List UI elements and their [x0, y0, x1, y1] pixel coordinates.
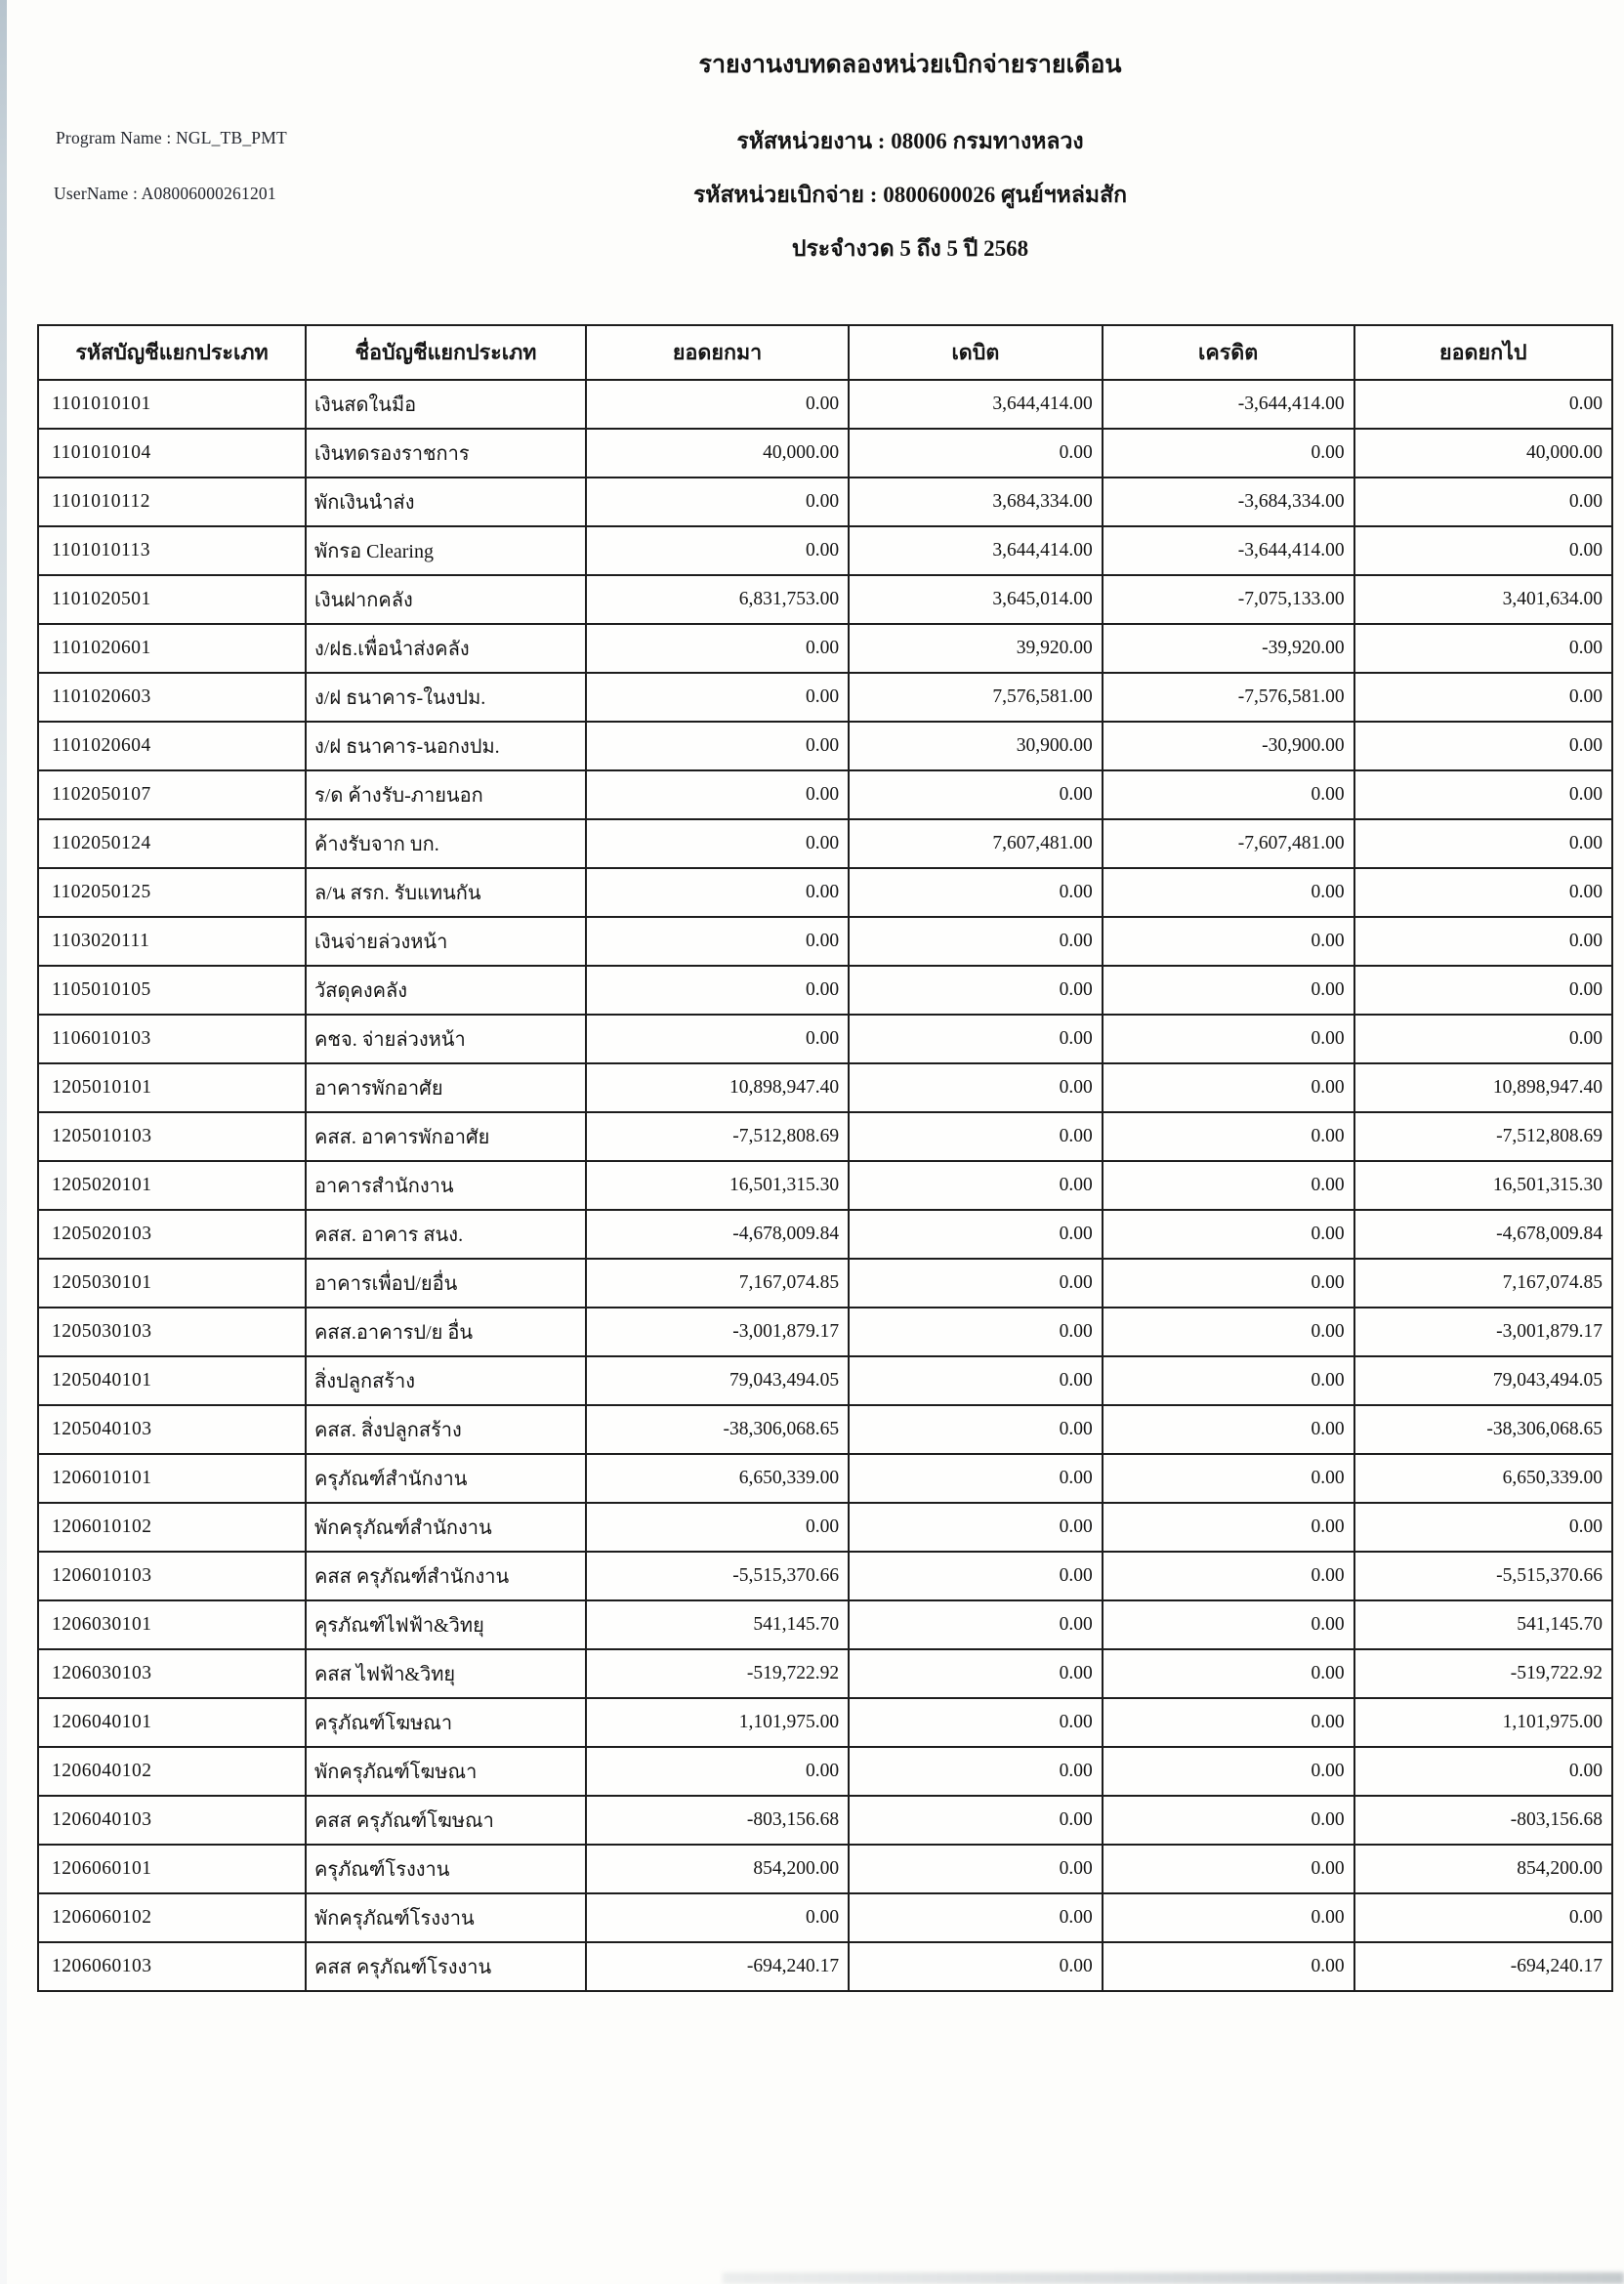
report-title: รายงานงบทดลองหน่วยเบิกจ่ายรายเดือน	[698, 52, 1122, 78]
column-header: ยอดยกมา	[586, 325, 849, 380]
balance-brought-forward-cell: 854,200.00	[586, 1845, 849, 1893]
credit-cell: 0.00	[1103, 429, 1354, 478]
balance-brought-forward-cell: 16,501,315.30	[586, 1161, 849, 1210]
account-code-cell: 1206040101	[38, 1698, 306, 1747]
account-code-cell: 1101020603	[38, 673, 306, 722]
credit-cell: 0.00	[1103, 770, 1354, 819]
account-code-cell: 1206060102	[38, 1893, 306, 1942]
balance-carried-forward-cell: 0.00	[1354, 819, 1612, 868]
account-name-cell: เงินสดในมือ	[306, 380, 586, 429]
account-name-cell: คสส.อาคารป/ย อื่น	[306, 1308, 586, 1356]
account-name-cell: พักครุภัณฑ์โรงงาน	[306, 1893, 586, 1942]
credit-cell: 0.00	[1103, 1210, 1354, 1259]
column-header: รหัสบัญชีแยกประเภท	[38, 325, 306, 380]
credit-cell: -3,644,414.00	[1103, 526, 1354, 575]
balance-brought-forward-cell: 541,145.70	[586, 1600, 849, 1649]
balance-carried-forward-cell: -3,001,879.17	[1354, 1308, 1612, 1356]
credit-cell: 0.00	[1103, 1698, 1354, 1747]
table-row	[38, 1503, 1612, 1552]
table-row	[38, 1747, 1612, 1796]
balance-carried-forward-cell: -4,678,009.84	[1354, 1210, 1612, 1259]
account-code-cell: 1102050124	[38, 819, 306, 868]
balance-brought-forward-cell: 0.00	[586, 1747, 849, 1796]
debit-cell: 0.00	[849, 1259, 1103, 1308]
table-row	[38, 1796, 1612, 1845]
debit-cell: 0.00	[849, 1063, 1103, 1112]
table-row	[38, 1893, 1612, 1942]
balance-brought-forward-cell: -4,678,009.84	[586, 1210, 849, 1259]
account-code-cell: 1205030103	[38, 1308, 306, 1356]
credit-cell: -30,900.00	[1103, 722, 1354, 770]
table-row	[38, 1454, 1612, 1503]
balance-brought-forward-cell: 0.00	[586, 868, 849, 917]
account-code-cell: 1101020501	[38, 575, 306, 624]
balance-carried-forward-cell: 541,145.70	[1354, 1600, 1612, 1649]
credit-cell: 0.00	[1103, 1503, 1354, 1552]
balance-brought-forward-cell: 0.00	[586, 380, 849, 429]
debit-cell: 0.00	[849, 868, 1103, 917]
balance-carried-forward-cell: -694,240.17	[1354, 1942, 1612, 1991]
debit-cell: 0.00	[849, 1649, 1103, 1698]
debit-cell: 0.00	[849, 1405, 1103, 1454]
account-name-cell: คุรภัณฑ์ไฟฟ้า&วิทยุ	[306, 1600, 586, 1649]
account-code-cell: 1101010112	[38, 478, 306, 526]
balance-brought-forward-cell: 6,831,753.00	[586, 575, 849, 624]
credit-cell: -39,920.00	[1103, 624, 1354, 673]
table-row	[38, 1210, 1612, 1259]
period-line: ประจำงวด 5 ถึง 5 ปี 2568	[791, 236, 1029, 261]
credit-cell: -7,576,581.00	[1103, 673, 1354, 722]
credit-cell: 0.00	[1103, 1308, 1354, 1356]
debit-cell: 7,576,581.00	[849, 673, 1103, 722]
account-code-cell: 1205020103	[38, 1210, 306, 1259]
balance-brought-forward-cell: 0.00	[586, 770, 849, 819]
disbursement-unit-line: รหัสหน่วยเบิกจ่าย : 0800600026 ศูนย์ฯหล่มสัก	[692, 183, 1128, 207]
account-name-cell: ครุภัณฑ์สำนักงาน	[306, 1454, 586, 1503]
table-row	[38, 673, 1612, 722]
credit-cell: 0.00	[1103, 1161, 1354, 1210]
account-name-cell: ครุภัณฑ์โฆษณา	[306, 1698, 586, 1747]
balance-carried-forward-cell: -5,515,370.66	[1354, 1552, 1612, 1600]
balance-carried-forward-cell: 10,898,947.40	[1354, 1063, 1612, 1112]
balance-carried-forward-cell: 0.00	[1354, 722, 1612, 770]
table-row	[38, 819, 1612, 868]
balance-brought-forward-cell: -7,512,808.69	[586, 1112, 849, 1161]
debit-cell: 0.00	[849, 1893, 1103, 1942]
account-name-cell: พักรอ Clearing	[306, 526, 586, 575]
debit-cell: 0.00	[849, 1161, 1103, 1210]
debit-cell: 7,607,481.00	[849, 819, 1103, 868]
trial-balance-table	[37, 324, 1613, 1992]
balance-carried-forward-cell: 0.00	[1354, 917, 1612, 966]
credit-cell: 0.00	[1103, 1600, 1354, 1649]
table-row	[38, 1356, 1612, 1405]
account-code-cell: 1206030101	[38, 1600, 306, 1649]
debit-cell: 0.00	[849, 1600, 1103, 1649]
table-row	[38, 1112, 1612, 1161]
balance-carried-forward-cell: 6,650,339.00	[1354, 1454, 1612, 1503]
table-row	[38, 1698, 1612, 1747]
account-name-cell: สิ่งปลูกสร้าง	[306, 1356, 586, 1405]
account-code-cell: 1102050125	[38, 868, 306, 917]
account-name-cell: ง/ฝธ.เพื่อนำส่งคลัง	[306, 624, 586, 673]
balance-carried-forward-cell: 0.00	[1354, 1747, 1612, 1796]
balance-carried-forward-cell: 0.00	[1354, 966, 1612, 1015]
account-code-cell: 1205010103	[38, 1112, 306, 1161]
balance-brought-forward-cell: 0.00	[586, 722, 849, 770]
balance-carried-forward-cell: 7,167,074.85	[1354, 1259, 1612, 1308]
table-header-row	[38, 325, 1612, 380]
table-row	[38, 526, 1612, 575]
column-header: ยอดยกไป	[1354, 325, 1612, 380]
username-label: UserName : A08006000261201	[54, 184, 276, 203]
column-header: ชื่อบัญชีแยกประเภท	[306, 325, 586, 380]
credit-cell: 0.00	[1103, 1845, 1354, 1893]
account-code-cell: 1205040101	[38, 1356, 306, 1405]
debit-cell: 0.00	[849, 1747, 1103, 1796]
balance-brought-forward-cell: 0.00	[586, 1893, 849, 1942]
account-name-cell: ล/น สรก. รับแทนกัน	[306, 868, 586, 917]
table-row	[38, 1259, 1612, 1308]
table-row	[38, 1649, 1612, 1698]
table-row	[38, 478, 1612, 526]
account-name-cell: คสส ครุภัณฑ์โฆษณา	[306, 1796, 586, 1845]
credit-cell: 0.00	[1103, 1356, 1354, 1405]
balance-carried-forward-cell: 1,101,975.00	[1354, 1698, 1612, 1747]
credit-cell: 0.00	[1103, 1552, 1354, 1600]
balance-brought-forward-cell: -3,001,879.17	[586, 1308, 849, 1356]
table-row	[38, 1015, 1612, 1063]
balance-carried-forward-cell: 0.00	[1354, 526, 1612, 575]
account-code-cell: 1205040103	[38, 1405, 306, 1454]
credit-cell: 0.00	[1103, 966, 1354, 1015]
debit-cell: 0.00	[849, 1308, 1103, 1356]
account-name-cell: คสส. อาคาร สนง.	[306, 1210, 586, 1259]
account-code-cell: 1101010104	[38, 429, 306, 478]
credit-cell: 0.00	[1103, 1747, 1354, 1796]
debit-cell: 0.00	[849, 1112, 1103, 1161]
table-row	[38, 1845, 1612, 1893]
account-code-cell: 1206060101	[38, 1845, 306, 1893]
debit-cell: 0.00	[849, 1698, 1103, 1747]
table-row	[38, 868, 1612, 917]
credit-cell: 0.00	[1103, 1893, 1354, 1942]
credit-cell: 0.00	[1103, 1015, 1354, 1063]
account-name-cell: ครุภัณฑ์โรงงาน	[306, 1845, 586, 1893]
balance-carried-forward-cell: -7,512,808.69	[1354, 1112, 1612, 1161]
debit-cell: 0.00	[849, 966, 1103, 1015]
table-row	[38, 722, 1612, 770]
account-code-cell: 1206010102	[38, 1503, 306, 1552]
column-header: เดบิต	[849, 325, 1103, 380]
account-name-cell: ง/ฝ ธนาคาร-ในงปม.	[306, 673, 586, 722]
account-code-cell: 1101010113	[38, 526, 306, 575]
balance-brought-forward-cell: 79,043,494.05	[586, 1356, 849, 1405]
account-name-cell: ร/ด ค้างรับ-ภายนอก	[306, 770, 586, 819]
balance-brought-forward-cell: 10,898,947.40	[586, 1063, 849, 1112]
account-code-cell: 1206010101	[38, 1454, 306, 1503]
credit-cell: -7,075,133.00	[1103, 575, 1354, 624]
table-row	[38, 380, 1612, 429]
account-code-cell: 1205010101	[38, 1063, 306, 1112]
balance-brought-forward-cell: -38,306,068.65	[586, 1405, 849, 1454]
balance-brought-forward-cell: 0.00	[586, 819, 849, 868]
debit-cell: 0.00	[849, 1356, 1103, 1405]
table-row	[38, 917, 1612, 966]
account-name-cell: ค้างรับจาก บก.	[306, 819, 586, 868]
debit-cell: 3,645,014.00	[849, 575, 1103, 624]
table-row	[38, 575, 1612, 624]
debit-cell: 0.00	[849, 1015, 1103, 1063]
balance-carried-forward-cell: 0.00	[1354, 1503, 1612, 1552]
account-name-cell: พักเงินนำส่ง	[306, 478, 586, 526]
account-name-cell: วัสดุคงคลัง	[306, 966, 586, 1015]
balance-carried-forward-cell: 0.00	[1354, 624, 1612, 673]
balance-brought-forward-cell: -5,515,370.66	[586, 1552, 849, 1600]
balance-carried-forward-cell: 0.00	[1354, 380, 1612, 429]
account-name-cell: พักครุภัณฑ์โฆษณา	[306, 1747, 586, 1796]
account-name-cell: อาคารสำนักงาน	[306, 1161, 586, 1210]
table-row	[38, 1600, 1612, 1649]
debit-cell: 0.00	[849, 429, 1103, 478]
credit-cell: -7,607,481.00	[1103, 819, 1354, 868]
balance-carried-forward-cell: 3,401,634.00	[1354, 575, 1612, 624]
balance-carried-forward-cell: 0.00	[1354, 1015, 1612, 1063]
account-name-cell: คสส. สิ่งปลูกสร้าง	[306, 1405, 586, 1454]
program-name-label: Program Name : NGL_TB_PMT	[56, 128, 287, 147]
debit-cell: 0.00	[849, 1503, 1103, 1552]
account-code-cell: 1102050107	[38, 770, 306, 819]
debit-cell: 0.00	[849, 1454, 1103, 1503]
balance-carried-forward-cell: 0.00	[1354, 478, 1612, 526]
account-code-cell: 1103020111	[38, 917, 306, 966]
table-row	[38, 770, 1612, 819]
debit-cell: 0.00	[849, 1210, 1103, 1259]
balance-brought-forward-cell: 0.00	[586, 1015, 849, 1063]
table-row	[38, 966, 1612, 1015]
credit-cell: 0.00	[1103, 1112, 1354, 1161]
scan-bottom-shadow	[723, 2272, 1624, 2284]
account-code-cell: 1206010103	[38, 1552, 306, 1600]
account-code-cell: 1206040103	[38, 1796, 306, 1845]
debit-cell: 39,920.00	[849, 624, 1103, 673]
balance-brought-forward-cell: 40,000.00	[586, 429, 849, 478]
credit-cell: 0.00	[1103, 1796, 1354, 1845]
balance-carried-forward-cell: 0.00	[1354, 868, 1612, 917]
table-row	[38, 1405, 1612, 1454]
balance-carried-forward-cell: 79,043,494.05	[1354, 1356, 1612, 1405]
account-code-cell: 1205020101	[38, 1161, 306, 1210]
credit-cell: 0.00	[1103, 1405, 1354, 1454]
column-header: เครดิต	[1103, 325, 1354, 380]
account-code-cell: 1105010105	[38, 966, 306, 1015]
account-name-cell: คสส ไฟฟ้า&วิทยุ	[306, 1649, 586, 1698]
table-row	[38, 1308, 1612, 1356]
debit-cell: 3,644,414.00	[849, 526, 1103, 575]
debit-cell: 3,684,334.00	[849, 478, 1103, 526]
debit-cell: 0.00	[849, 1942, 1103, 1991]
debit-cell: 0.00	[849, 770, 1103, 819]
account-name-cell: คชจ. จ่ายล่วงหน้า	[306, 1015, 586, 1063]
balance-brought-forward-cell: -694,240.17	[586, 1942, 849, 1991]
credit-cell: 0.00	[1103, 917, 1354, 966]
balance-brought-forward-cell: 0.00	[586, 966, 849, 1015]
credit-cell: -3,644,414.00	[1103, 380, 1354, 429]
balance-carried-forward-cell: -803,156.68	[1354, 1796, 1612, 1845]
account-name-cell: อาคารพักอาศัย	[306, 1063, 586, 1112]
account-name-cell: เงินทดรองราชการ	[306, 429, 586, 478]
account-code-cell: 1206030103	[38, 1649, 306, 1698]
account-name-cell: เงินฝากคลัง	[306, 575, 586, 624]
scan-left-edge	[0, 0, 7, 2284]
table-body	[38, 380, 1612, 1991]
table-row	[38, 429, 1612, 478]
credit-cell: 0.00	[1103, 1063, 1354, 1112]
account-name-cell: เงินจ่ายล่วงหน้า	[306, 917, 586, 966]
account-name-cell: อาคารเพื่อป/ยอื่น	[306, 1259, 586, 1308]
balance-brought-forward-cell: 0.00	[586, 1503, 849, 1552]
balance-carried-forward-cell: -519,722.92	[1354, 1649, 1612, 1698]
table-row	[38, 1063, 1612, 1112]
table-row	[38, 624, 1612, 673]
agency-code-line: รหัสหน่วยงาน : 08006 กรมทางหลวง	[736, 129, 1084, 153]
credit-cell: 0.00	[1103, 868, 1354, 917]
balance-carried-forward-cell: 854,200.00	[1354, 1845, 1612, 1893]
debit-cell: 0.00	[849, 1552, 1103, 1600]
account-name-cell: คสส ครุภัณฑ์โรงงาน	[306, 1942, 586, 1991]
balance-brought-forward-cell: 1,101,975.00	[586, 1698, 849, 1747]
credit-cell: 0.00	[1103, 1259, 1354, 1308]
balance-brought-forward-cell: -803,156.68	[586, 1796, 849, 1845]
account-name-cell: คสส ครุภัณฑ์สำนักงาน	[306, 1552, 586, 1600]
balance-brought-forward-cell: 0.00	[586, 917, 849, 966]
balance-carried-forward-cell: -38,306,068.65	[1354, 1405, 1612, 1454]
balance-brought-forward-cell: 0.00	[586, 526, 849, 575]
balance-carried-forward-cell: 40,000.00	[1354, 429, 1612, 478]
debit-cell: 0.00	[849, 1796, 1103, 1845]
account-code-cell: 1101020604	[38, 722, 306, 770]
account-code-cell: 1206060103	[38, 1942, 306, 1991]
debit-cell: 0.00	[849, 917, 1103, 966]
debit-cell: 0.00	[849, 1845, 1103, 1893]
balance-brought-forward-cell: -519,722.92	[586, 1649, 849, 1698]
debit-cell: 3,644,414.00	[849, 380, 1103, 429]
balance-brought-forward-cell: 6,650,339.00	[586, 1454, 849, 1503]
account-code-cell: 1106010103	[38, 1015, 306, 1063]
account-code-cell: 1101010101	[38, 380, 306, 429]
credit-cell: 0.00	[1103, 1942, 1354, 1991]
balance-carried-forward-cell: 0.00	[1354, 1893, 1612, 1942]
balance-brought-forward-cell: 0.00	[586, 478, 849, 526]
debit-cell: 30,900.00	[849, 722, 1103, 770]
balance-brought-forward-cell: 0.00	[586, 624, 849, 673]
credit-cell: -3,684,334.00	[1103, 478, 1354, 526]
balance-carried-forward-cell: 16,501,315.30	[1354, 1161, 1612, 1210]
balance-brought-forward-cell: 0.00	[586, 673, 849, 722]
account-code-cell: 1101020601	[38, 624, 306, 673]
balance-carried-forward-cell: 0.00	[1354, 673, 1612, 722]
table-row	[38, 1942, 1612, 1991]
balance-carried-forward-cell: 0.00	[1354, 770, 1612, 819]
account-name-cell: คสส. อาคารพักอาศัย	[306, 1112, 586, 1161]
account-code-cell: 1205030101	[38, 1259, 306, 1308]
account-code-cell: 1206040102	[38, 1747, 306, 1796]
account-name-cell: พักครุภัณฑ์สำนักงาน	[306, 1503, 586, 1552]
account-name-cell: ง/ฝ ธนาคาร-นอกงปม.	[306, 722, 586, 770]
table-row	[38, 1552, 1612, 1600]
credit-cell: 0.00	[1103, 1649, 1354, 1698]
credit-cell: 0.00	[1103, 1454, 1354, 1503]
balance-brought-forward-cell: 7,167,074.85	[586, 1259, 849, 1308]
table-row	[38, 1161, 1612, 1210]
